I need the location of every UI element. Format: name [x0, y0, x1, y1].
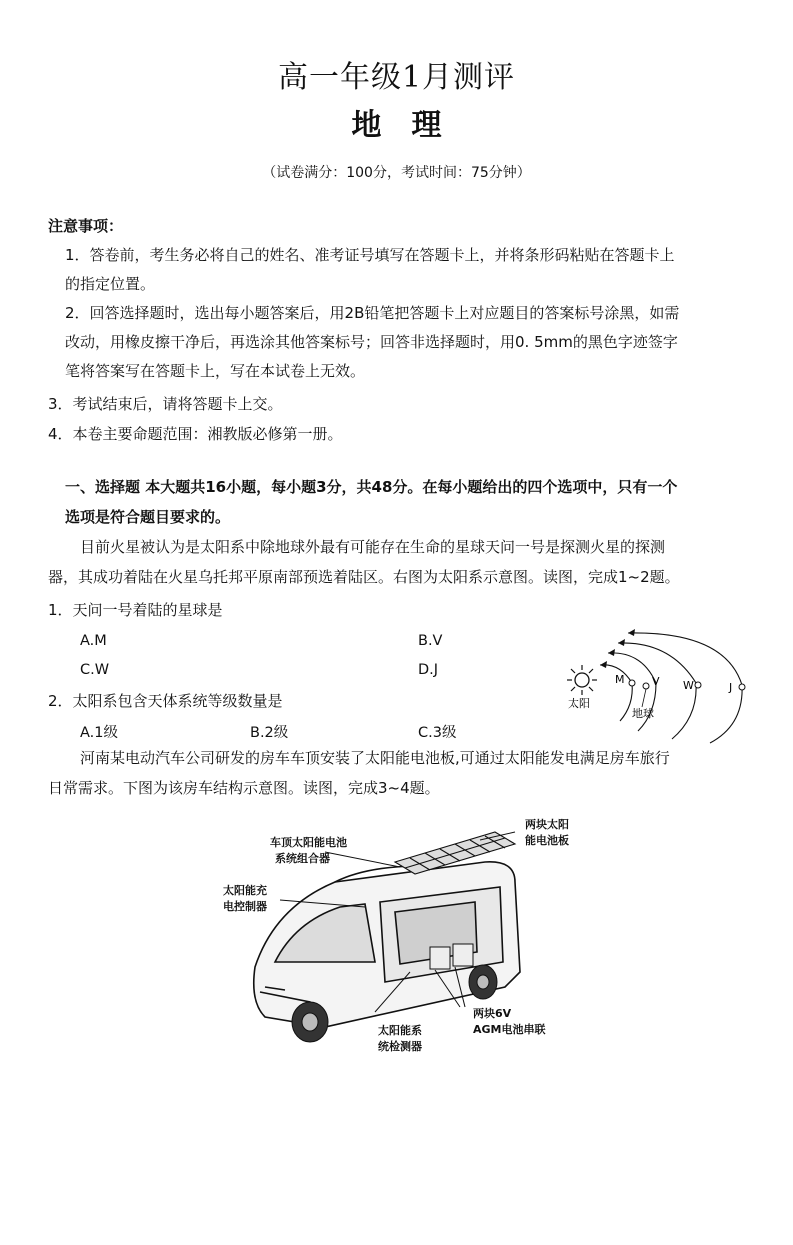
notice-item-2-line-3: 笔将答案写在答题卡上，写在本试卷上无效。: [65, 362, 366, 380]
intro2-line-2: 日常需求。下图为该房车结构示意图。读图，完成3~4题。: [48, 779, 440, 797]
label-battery-line-1: 两块6V: [473, 1007, 512, 1020]
notice-heading: 注意事项：: [48, 217, 124, 235]
q2-option-b: B.2级: [250, 725, 289, 741]
planet-j: [739, 684, 745, 690]
notice-item-1-line-1: 1．答卷前，考生务必将自己的姓名、准考证号填写在答题卡上，并将条形码粘贴在答题卡上: [65, 246, 675, 264]
section-heading-line-2: 选项是符合题目要求的。: [65, 508, 231, 526]
label-roof-combiner-line-2: 系统组合器: [275, 852, 330, 865]
question-1: 1．天问一号着陆的星球是: [48, 601, 223, 619]
notice-item-1-line-2: 的指定位置。: [65, 275, 156, 293]
van-body: [254, 862, 520, 1027]
label-battery-line-2: AGM电池串联: [473, 1023, 546, 1036]
orbit-lines: [600, 633, 742, 743]
planet-earth: [643, 683, 649, 689]
label-controller-line-2: 电控制器: [223, 900, 267, 913]
section-heading-line-1: 一、选择题 本大题共16小题，每小题3分，共48分。在每小题给出的四个选项中，只有一个: [65, 478, 678, 496]
notice-item-2-line-1: 2．回答选择题时，选出每小题答案后，用2B铅笔把答题卡上对应题目的答案标号涂黑，如需: [65, 304, 680, 322]
notice-item-4: 4．本卷主要命题范围：湘教版必修第一册。: [48, 425, 343, 443]
label-panels-line-1: 两块太阳: [525, 818, 569, 831]
intro2-line-1: 河南某电动汽车公司研发的房车车顶安装了太阳能电池板,可通过太阳能发电满足房车旅行: [80, 749, 670, 767]
intro-line-2: 器，其成功着陆在火星乌托邦平原南部预选着陆区。右图为太阳系示意图。读图，完成1~2题。: [48, 568, 680, 586]
earth-label: 地球: [632, 707, 654, 720]
planet-w: [695, 682, 701, 688]
label-panels-line-2: 能电池板: [525, 834, 569, 847]
planet-v-label: V: [652, 675, 660, 688]
orbit-arrows: [600, 629, 635, 668]
q1-option-d: D.J: [418, 662, 439, 678]
question-2: 2．太阳系包含天体系统等级数量是: [48, 692, 283, 710]
planet-m-label: M: [615, 673, 625, 686]
q2-option-c: C.3级: [418, 725, 457, 741]
intro-line-1: 目前火星被认为是太阳系中除地球外最有可能存在生命的星球天问一号是探测火星的探测: [80, 538, 666, 556]
q1-option-a: A.M: [80, 633, 107, 649]
q1-option-b: B.V: [418, 633, 443, 649]
planet-m: [629, 680, 635, 686]
rv-structure-figure: [215, 812, 585, 1062]
notice-item-2-line-2: 改动，用橡皮擦干净后，再选涂其他答案标号；回答非选择题时，用0. 5mm的黑色字迹签字: [65, 333, 678, 351]
exam-meta: （试卷满分：100分，考试时间：75分钟）: [262, 165, 531, 181]
planet-w-label: W: [683, 679, 694, 692]
q1-option-c: C.W: [80, 662, 110, 678]
notice-item-3: 3．考试结束后，请将答题卡上交。: [48, 395, 283, 413]
label-detector-line-1: 太阳能系: [378, 1024, 422, 1037]
sun-icon: [567, 665, 597, 695]
planet-j-label: J: [729, 681, 733, 694]
label-roof-combiner-line-1: 车顶太阳能电池: [270, 836, 347, 849]
q2-option-a: A.1级: [80, 725, 118, 741]
subject-title: 地 理: [351, 108, 442, 143]
sun-label: 太阳: [568, 697, 590, 710]
label-detector-line-2: 统检测器: [378, 1040, 422, 1053]
exam-title: 高一年级1月测评: [277, 60, 516, 95]
label-controller-line-1: 太阳能充: [223, 884, 267, 897]
solar-system-figure: [560, 625, 760, 745]
